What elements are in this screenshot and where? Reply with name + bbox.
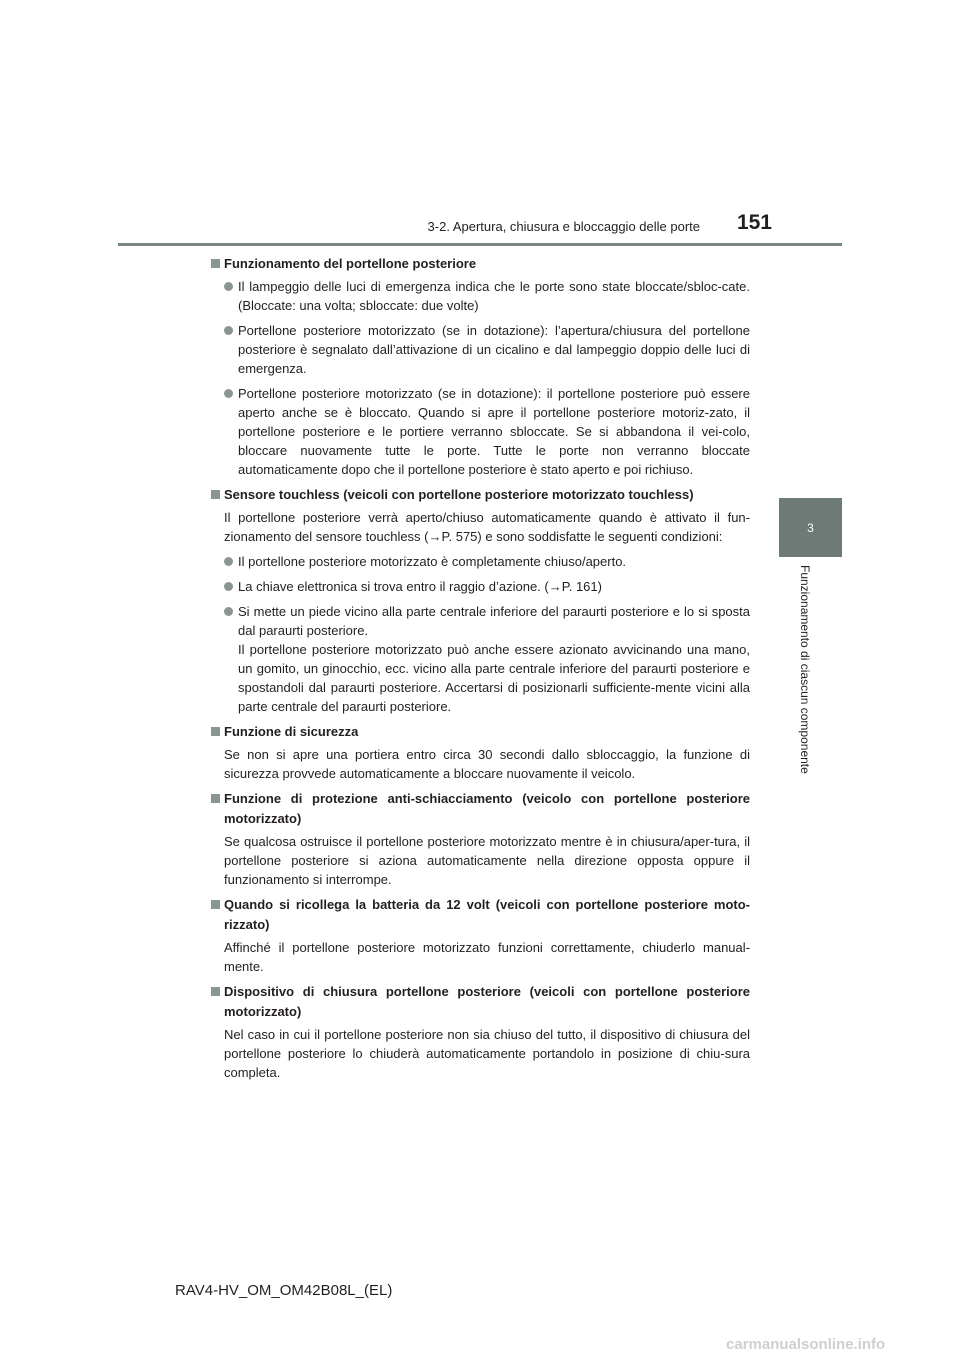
section-heading-text: Sensore touchless (veicoli con portellone posteriore motorizzato touchless) bbox=[224, 487, 694, 502]
bullet-item bbox=[210, 552, 750, 571]
header-divider bbox=[118, 243, 842, 246]
bullet-text: Si mette un piede vicino alla parte centrale inferiore del paraurti posteriore e lo si sposta dal paraurti posteriore. bbox=[238, 604, 750, 638]
section-paragraph: Se qualcosa ostruisce il portellone posteriore motorizzato mentre è in chiusura/aper-tura, il portellone posteriore si aziona automaticamente nella direzione opposta oppure il funzionamento si interrompe. bbox=[224, 834, 750, 887]
section-heading-text: Quando si ricollega la batteria da 12 volt (veicoli con portellone posteriore moto-rizzato) bbox=[224, 897, 750, 932]
square-bullet-icon bbox=[211, 987, 220, 996]
page-number: 151 bbox=[736, 211, 772, 234]
section bbox=[210, 485, 750, 716]
section bbox=[210, 895, 750, 976]
square-bullet-icon bbox=[211, 490, 220, 499]
bullet-text: Il lampeggio delle luci di emergenza indica che le porte sono state bloccate/sbloc-cate. (Bloccate: una volta; sbloccate: due volte) bbox=[238, 279, 750, 313]
circle-bullet-icon bbox=[224, 582, 233, 591]
circle-bullet-icon bbox=[224, 607, 233, 616]
square-bullet-icon bbox=[211, 900, 220, 909]
section-heading-text: Dispositivo di chiusura portellone posteriore (veicoli con portellone posteriore motorizzato) bbox=[224, 984, 750, 1019]
section-heading-text: Funzione di sicurezza bbox=[224, 724, 359, 739]
section bbox=[210, 982, 750, 1082]
manual-content bbox=[210, 254, 750, 1088]
section-heading-text: Funzione di protezione anti-schiacciamento (veicolo con portellone posteriore motorizzato) bbox=[224, 791, 750, 826]
section bbox=[210, 789, 750, 889]
chapter-side-label: Funzionamento di ciascun componente bbox=[798, 565, 812, 774]
bullet-item bbox=[210, 602, 750, 716]
circle-bullet-icon bbox=[224, 389, 233, 398]
bullet-text: Portellone posteriore motorizzato (se in dotazione): il portellone posteriore può essere aperto anche se è bloccato. Quando si apre il portellone posteriore motoriz-zato, il portellone posteriore e le portiere verranno sbloccate. Se si abbandona il vei-colo, bloccare nuovamente tutte le porte. Tutte le porte non verranno bloccate automaticamente dopo che il portellone posteriore è stato aperto e poi richiuso. bbox=[238, 386, 750, 477]
section-heading-text: Funzionamento del portellone posteriore bbox=[224, 256, 477, 271]
bullet-text: Il portellone posteriore motorizzato è completamente chiuso/aperto. bbox=[238, 554, 627, 569]
section-paragraph: Se non si apre una portiera entro circa 30 secondi dallo sbloccaggio, la funzione di sicurezza provvede automaticamente a bloccare nuovamente il veicolo. bbox=[224, 747, 750, 781]
bullet-item bbox=[210, 577, 750, 596]
square-bullet-icon bbox=[211, 794, 220, 803]
watermark: carmanualsonline.info bbox=[726, 1336, 886, 1353]
bullet-item bbox=[210, 384, 750, 479]
section-heading bbox=[210, 485, 750, 505]
section-paragraph: Affinché il portellone posteriore motorizzato funzioni correttamente, chiuderlo manual-mente. bbox=[224, 940, 750, 974]
bullet-item bbox=[210, 321, 750, 378]
section bbox=[210, 254, 750, 479]
bullet-text: Il portellone posteriore motorizzato può anche essere azionato avvicinando una mano, un gomito, un ginocchio, ecc. vicino alla parte centrale inferiore del paraurti posteriore e spostandoli dal paraurti posteriore. Accertarsi di posizionarli sufficiente-mente vicini alla parte centrale del paraurti posteriore. bbox=[238, 642, 750, 714]
section-heading bbox=[210, 722, 750, 742]
bullet-item bbox=[210, 277, 750, 315]
section-heading bbox=[210, 982, 750, 1022]
circle-bullet-icon bbox=[224, 326, 233, 335]
chapter-tab bbox=[779, 498, 842, 557]
section bbox=[210, 722, 750, 783]
section-paragraph: Il portellone posteriore verrà aperto/chiuso automaticamente quando è attivato il fun-zionamento del sensore touchless (→P. 575) e sono soddisfatte le seguenti condizioni: bbox=[224, 510, 750, 544]
header-section-title: 3-2. Apertura, chiusura e bloccaggio delle porte bbox=[427, 219, 700, 234]
document-code: RAV4-HV_OM_OM42B08L_(EL) bbox=[175, 1282, 393, 1299]
bullet-text: Portellone posteriore motorizzato (se in dotazione): l’apertura/chiusura del portellone posteriore è segnalato dall’attivazione di un cicalino e dal lampeggio doppio delle luci di emergenza. bbox=[238, 323, 750, 376]
circle-bullet-icon bbox=[224, 557, 233, 566]
circle-bullet-icon bbox=[224, 282, 233, 291]
section-heading bbox=[210, 895, 750, 935]
section-paragraph: Nel caso in cui il portellone posteriore non sia chiuso del tutto, il dispositivo di chiusura del portellone posteriore lo chiuderà automaticamente portandolo in posizione di chiu-sura completa. bbox=[224, 1027, 750, 1080]
section-heading bbox=[210, 789, 750, 829]
square-bullet-icon bbox=[211, 727, 220, 736]
bullet-text: La chiave elettronica si trova entro il raggio d’azione. (→P. 161) bbox=[238, 579, 602, 594]
square-bullet-icon bbox=[211, 259, 220, 268]
section-heading bbox=[210, 254, 750, 274]
chapter-number: 3 bbox=[807, 520, 814, 535]
